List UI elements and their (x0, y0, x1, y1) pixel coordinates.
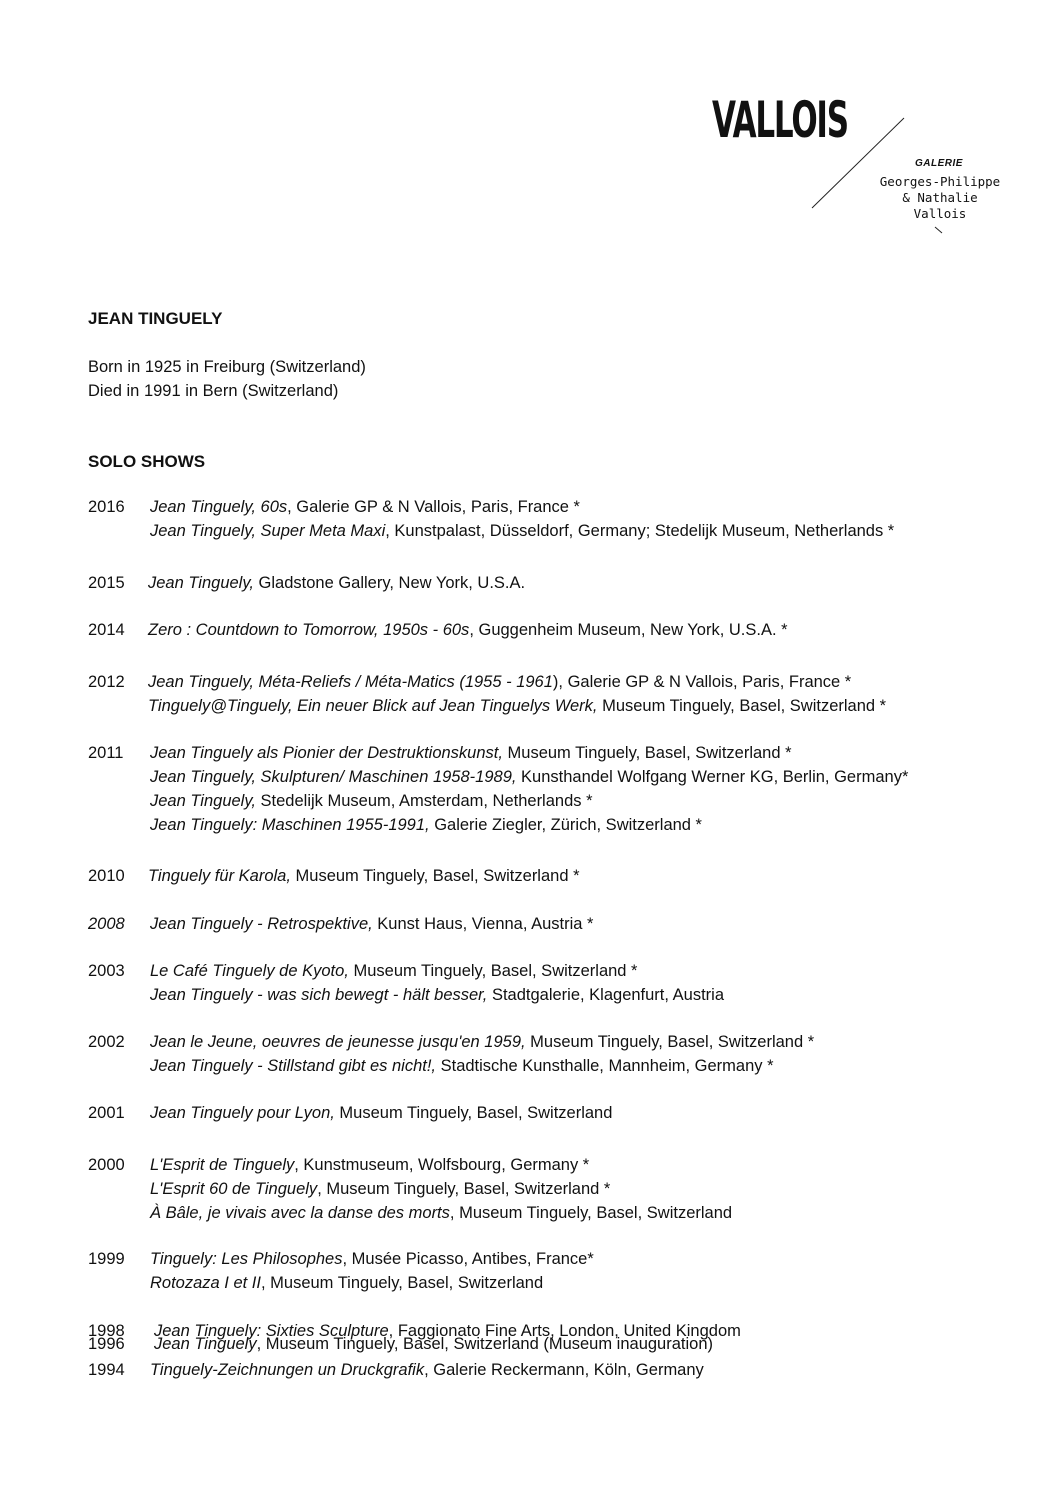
show-year: 2002 (88, 1033, 125, 1051)
show-entry (150, 1104, 612, 1123)
show-year: 2003 (88, 962, 125, 980)
show-title: Jean Tinguely - Retrospektive, (150, 915, 373, 933)
show-entry (148, 867, 580, 886)
show-venue: ), Galerie GP & N Vallois, Paris, France * (552, 673, 852, 691)
show-title: Tinguely-Zeichnungen un Druckgrafik (150, 1361, 425, 1379)
show-year: 1996 (88, 1335, 125, 1353)
show-entry (150, 498, 580, 517)
show-entry (150, 1057, 774, 1076)
show-entry (150, 1361, 704, 1380)
show-entry (148, 574, 525, 593)
show-entry (150, 1033, 814, 1052)
show-venue: Stadtgalerie, Klagenfurt, Austria (487, 986, 724, 1004)
show-title: Jean Tinguely, (148, 574, 254, 592)
show-title: Jean Tinguely als Pionier der Destruktionskunst, (150, 744, 503, 762)
show-entry (150, 915, 593, 934)
show-title: Jean Tinguely, 60s (150, 498, 288, 516)
show-year: 1994 (88, 1361, 125, 1379)
artist-name: JEAN TINGUELY (88, 309, 223, 328)
show-entry (150, 1274, 543, 1293)
show-year: 2012 (88, 673, 125, 691)
show-venue: , Museum Tinguely, Basel, Switzerland * (317, 1180, 611, 1198)
show-title: À Bâle, je vivais avec la danse des morts (150, 1204, 450, 1222)
show-entry (150, 792, 593, 811)
show-entry (150, 1156, 589, 1175)
show-title: Tinguely@Tinguely, Ein neuer Blick auf Jean Tinguelys Werk, (148, 697, 598, 715)
show-year: 2010 (88, 867, 125, 885)
show-year: 2016 (88, 498, 125, 516)
show-venue: Museum Tinguely, Basel, Switzerland * (348, 962, 638, 980)
gallery-logo (700, 90, 1030, 250)
show-entry (150, 986, 724, 1005)
logo-sub-line: Vallois (913, 206, 967, 221)
show-title: Jean Tinguely, Skulpturen/ Maschinen 1958-1989, (150, 768, 517, 786)
show-year: 1998 (88, 1322, 125, 1340)
show-venue: Gladstone Gallery, New York, U.S.A. (253, 574, 526, 592)
show-title: Zero : Countdown to Tomorrow, 1950s - 60s (148, 621, 470, 639)
show-venue: Museum Tinguely, Basel, Switzerland * (290, 867, 580, 885)
show-entry (150, 1250, 594, 1269)
show-venue: , Faggionato Fine Arts, London, United Kingdom (388, 1322, 741, 1340)
artist-born: Born in 1925 in Freiburg (Switzerland) (88, 358, 366, 376)
logo-sub-line: & Nathalie (902, 190, 978, 205)
show-venue: Galerie Ziegler, Zürich, Switzerland * (429, 816, 702, 834)
show-title: Rotozaza I et II (150, 1274, 261, 1292)
show-entry (150, 962, 637, 981)
show-venue: Museum Tinguely, Basel, Switzerland (334, 1104, 613, 1122)
show-year: 2001 (88, 1104, 125, 1122)
show-title: Jean Tinguely - Stillstand gibt es nicht!, (150, 1057, 437, 1075)
show-entry (150, 522, 894, 541)
show-title: Jean Tinguely, Super Meta Maxi (150, 522, 386, 540)
show-title: Jean le Jeune, oeuvres de jeunesse jusqu'en 1959, (150, 1033, 526, 1051)
show-entry (150, 1204, 732, 1223)
logo-wordmark: VALLOIS (712, 91, 848, 149)
show-entry (148, 673, 851, 692)
show-entry (154, 1335, 713, 1354)
logo-sub-line: Georges-Philippe (879, 174, 1001, 189)
artist-died: Died in 1991 in Bern (Switzerland) (88, 382, 339, 400)
show-title: L'Esprit de Tinguely (150, 1156, 295, 1174)
show-title: Jean Tinguely pour Lyon, (150, 1104, 335, 1122)
show-venue: , Kunstmuseum, Wolfsbourg, Germany * (294, 1156, 590, 1174)
solo-shows-heading: SOLO SHOWS (88, 452, 206, 471)
show-title: Jean Tinguely: Maschinen 1955-1991, (150, 816, 430, 834)
show-entry (148, 697, 886, 716)
logo-galerie-label: GALERIE (915, 158, 963, 169)
show-entry (150, 768, 908, 787)
show-entry (148, 621, 788, 640)
show-entry (150, 744, 792, 763)
show-venue: Kunsthandel Wolfgang Werner KG, Berlin, Germany* (516, 768, 909, 786)
show-title: Jean Tinguely, (150, 792, 256, 810)
show-entry (150, 1180, 610, 1199)
show-venue: , Kunstpalast, Düsseldorf, Germany; Stedelijk Museum, Netherlands * (385, 522, 895, 540)
show-year: 1999 (88, 1250, 125, 1268)
show-venue: , Museum Tinguely, Basel, Switzerland (260, 1274, 544, 1292)
show-venue: Museum Tinguely, Basel, Switzerland * (502, 744, 792, 762)
show-venue: , Galerie Reckermann, Köln, Germany (424, 1361, 704, 1379)
show-venue: Kunst Haus, Vienna, Austria * (372, 915, 594, 933)
show-venue: Stadtische Kunsthalle, Mannheim, Germany * (436, 1057, 774, 1075)
show-title: Jean Tinguely, Méta-Reliefs / Méta-Matics (1955 - 1961 (148, 673, 553, 691)
show-venue: Museum Tinguely, Basel, Switzerland * (525, 1033, 815, 1051)
show-title: Le Café Tinguely de Kyoto, (150, 962, 349, 980)
show-venue: , Museum Tinguely, Basel, Switzerland (449, 1204, 733, 1222)
show-title: L'Esprit 60 de Tinguely (150, 1180, 318, 1198)
show-venue: , Museum Tinguely, Basel, Switzerland (Museum inauguration) (256, 1335, 713, 1353)
show-title: Jean Tinguely - was sich bewegt - hält besser, (150, 986, 488, 1004)
show-year: 2000 (88, 1156, 125, 1174)
show-title: Tinguely: Les Philosophes (150, 1250, 343, 1268)
show-year: 2008 (88, 915, 125, 933)
show-venue: , Musée Picasso, Antibes, France* (342, 1250, 594, 1268)
show-year: 2014 (88, 621, 125, 639)
logo-gallery-owners (870, 174, 1010, 222)
show-title: Tinguely für Karola, (148, 867, 291, 885)
show-entry (150, 816, 702, 835)
show-venue: Stedelijk Museum, Amsterdam, Netherlands * (255, 792, 593, 810)
show-title: Jean Tinguely (154, 1335, 257, 1353)
show-venue: , Galerie GP & N Vallois, Paris, France * (287, 498, 580, 516)
show-year: 2015 (88, 574, 125, 592)
show-venue: , Guggenheim Museum, New York, U.S.A. * (469, 621, 788, 639)
show-year: 2011 (88, 744, 124, 762)
show-title: Jean Tinguely: Sixties Sculpture (154, 1322, 389, 1340)
show-venue: Museum Tinguely, Basel, Switzerland * (597, 697, 887, 715)
